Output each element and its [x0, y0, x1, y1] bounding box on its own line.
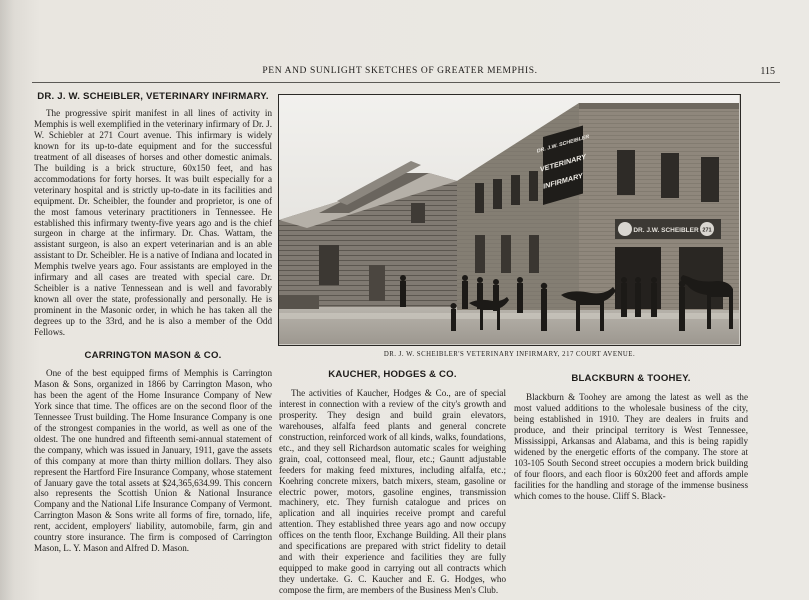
scheibler-body: The progressive spirit manifest in all lines of activity in Memphis is well exemplified in the veterinary infirmary of Dr. J. W. Schiebler at 271 Court avenue. This infirmary is widely known for its up-to-date equipment and for the successful treatment of all diseases of horses and other domestic animals. The building is a brick structure, 60x150 feet, and has accommodations for forty horses. It was built especially for a veterinary hospital and is strictly up-to-date in its facilities and equipment. Dr. Scheibler, the founder and proprietor, is one of the most famous veterinary practitioners in Tennessee. He established this infirmary twenty-five years ago and is the chief surgeon in charge at the infirmary. Dr. Chas. Wattam, the assistant surgeon, is also an expert veterinarian and is an able assistant to Dr. Scheibler. He is a native of Indiana and located in Memphis twelve years ago. Four assistants are employed in the infirmary and all cases are treated with special care. Dr. Scheibler is a native Tennessean and is well and favorably known all over the state, professionally and personally. He is prominent in the Masonic order, in which he has taken all the degrees up to the 33rd, and he is also a member of the Odd Fellows.	[34, 108, 272, 338]
blackburn-heading: BLACKBURN & TOOHEY.	[571, 373, 691, 384]
wall-sign-line-2: VETERINARY	[539, 151, 587, 174]
infirmary-photograph	[278, 94, 741, 346]
wall-sign-line-1: DR. J.W. SCHEIBLER	[536, 133, 590, 155]
infirmary-photo-illustration	[279, 95, 739, 344]
door-sign-text: DR. J.W. SCHEIBLER	[633, 227, 699, 234]
running-title: PEN AND SUNLIGHT SKETCHES OF GREATER MEMPHIS.	[262, 66, 538, 76]
left-column	[34, 88, 272, 554]
blackburn-body: Blackburn & Toohey are among the latest as well as the most valued additions to the wholesale business of the city, being established in 1910. They are dealers in fruits and produce, and their principal territory is West Tennessee, Mississippi, Arkansas and Alabama, and this is being rapidly widened by the energetic efforts of the company. The store at 103-105 South Second street occupies a modern brick building of four floors, and each floor is 60x200 feet and affords ample facilities for the handling and storage of the immense business which comes to the house. Cliff S. Black-	[514, 391, 748, 501]
door-number: 271	[702, 227, 712, 234]
page-header	[0, 66, 809, 82]
carrington-heading: CARRINGTON MASON & CO.	[84, 350, 222, 362]
wall-sign-line-3: INFIRMARY	[543, 170, 583, 191]
kaucher-body: The activities of Kaucher, Hodges & Co., are of special interest in connection with a review of the city's growth and prosperity. They design and build grain elevators, warehouses, alfalfa feed plants and general concrete construction, reinforced work of all kinds, walks, foundations, etc., and they sell Richardson automatic scales for weighing grain, coal, cottonseed meal, flour, etc.; Gauntt adjustable feeders for making feed mixtures, including alfalfa, etc.; Koehring concrete mixers, batch mixers, steam, gasoline or electric power, motors, gasoline engines, transmission machinery, etc. They furnish catalogue and prices on aplication and all inquiries receive prompt and careful attention. They established three years ago and now occupy offices on the tenth floor, Exchange Building. All their plans and specifications are prepared with strict fidelity to detail and with their experience and facilities they are fully equipped to make good in carrying out all contracts which they undertake. G. C. Kaucher and E. G. Hodges, who compose the firm, are members of the Business Men's Club.	[279, 387, 506, 596]
header-rule	[32, 82, 780, 83]
kaucher-heading: KAUCHER, HODGES & CO.	[328, 369, 457, 380]
photo-caption: DR. J. W. SCHEIBLER'S VETERINARY INFIRMARY, 217 COURT AVENUE.	[383, 351, 636, 358]
carrington-body: One of the best equipped firms of Memphis is Carrington Mason & Sons, organized in 1866 by Carrington Mason, who has been the agent of the Home Insurance Company of New York since that time. The offices are on the second floor of the Tennessee Trust building. The Home Insurance Company is one of the strongest companies in the world, as well as one of the oldest. The one hundred and fifteenth semi-annual statement of the company, which was issued in January, 1911, gave the assets of this company at more than thirty million dollars. They also represent the Hartford Fire Insurance Company, whose statement of January gave the total assets at $24,365,634.99. This concern also represents the Scottish Union & National Insurance Company and the National Life Insurance Company of Vermont. Carrington Mason & Sons write all forms of fire, tornado, life, rent, accident, employers' liability, automobile, farm, gin and country store insurance. The firm is composed of Carrington Mason, L. Y. Mason and Alfred D. Mason.	[34, 367, 272, 554]
right-column	[514, 365, 748, 501]
scheibler-heading: DR. J. W. SCHEIBLER, VETERINARY INFIRMARY.	[37, 91, 269, 102]
middle-column	[279, 365, 506, 596]
page-number: 115	[760, 66, 775, 77]
